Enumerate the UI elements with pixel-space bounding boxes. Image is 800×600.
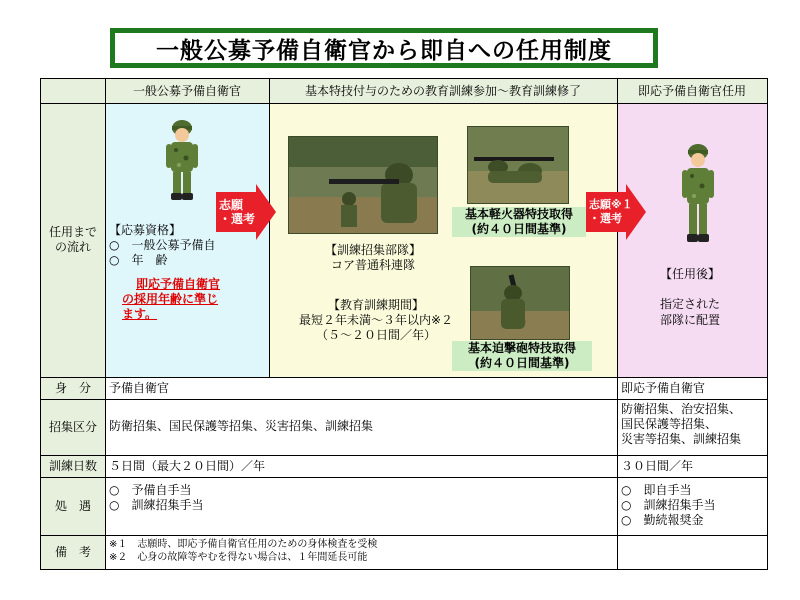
treatment-right: ○ 即自手当 ○ 訓練招集手当 ○ 勤続報奨金 xyxy=(621,483,716,527)
status-label: 身 分 xyxy=(41,377,105,399)
arrow2-label: 志願※１ ・選考 xyxy=(589,198,633,225)
light-weapons-photo xyxy=(467,126,569,204)
requirements: 【応募資格】 ○ 一般公募予備自 ○ 年 齢 xyxy=(109,223,216,267)
status-left: 予備自衛官 xyxy=(109,381,170,395)
grid-line xyxy=(41,477,767,478)
grid-line xyxy=(41,399,767,400)
header-col3: 即応予備自衛官任用 xyxy=(617,79,767,103)
treatment-left: ○ 予備自手当 ○ 訓練招集手当 xyxy=(109,483,204,512)
light-weapons-caption: 基本軽火器特技取得 (約４０日間基準) xyxy=(452,207,586,237)
soldier-icon xyxy=(678,142,718,244)
treatment-label: 処 遇 xyxy=(41,477,105,535)
requirements-note: 即応予備自衛官 の採用年齢に準じ ます。 xyxy=(122,277,221,321)
notes-label: 備 考 xyxy=(41,535,105,569)
grid-line xyxy=(41,377,767,378)
status-right: 即応予備自衛官 xyxy=(621,381,706,395)
grid-line xyxy=(617,79,618,569)
header-col2: 基本特技付与のための教育訓練参加～教育訓練修了 xyxy=(269,79,617,103)
days-right: ３０日間／年 xyxy=(621,459,694,473)
flow-label: 任用まで の流れ xyxy=(41,103,105,377)
grid-line xyxy=(105,79,106,569)
soldier-icon xyxy=(162,118,202,202)
header-corner xyxy=(41,79,105,103)
grid-line xyxy=(41,455,767,456)
training-photo xyxy=(288,136,438,234)
days-left: ５日間（最大２０日間）／年 xyxy=(109,459,266,473)
call-right: 防衛招集、治安招集、 国民保護等招集、 災害等招集、訓練招集 xyxy=(621,402,742,446)
days-label: 訓練日数 xyxy=(41,455,105,477)
call-left: 防衛招集、国民保護等招集、災害招集、訓練招集 xyxy=(109,419,374,433)
header-col1: 一般公募予備自衛官 xyxy=(105,79,269,103)
grid-line xyxy=(41,103,767,104)
page-title: 一般公募予備自衛官から即自への任用制度 xyxy=(110,28,658,68)
after-appointment: 【任用後】 指定された 部隊に配置 xyxy=(659,267,720,327)
notes-text: ※１ 志願時、即応予備自衛官任用のための身体検査を受検 ※２ 心身の故障等やむを得ない場合は、１年間延長可能 xyxy=(109,539,378,563)
training-period: 【教育訓練期間】 最短２年未満～３年以内※２ （５～２０日間／年） xyxy=(298,298,454,342)
training-unit: 【訓練招集部隊】 コア普通科連隊 xyxy=(324,243,421,272)
mortar-caption: 基本迫撃砲特技取得 (約４０日間基準) xyxy=(452,341,592,371)
grid-line xyxy=(41,535,767,536)
mortar-photo xyxy=(470,266,570,340)
arrow1-label: 志願 ・選考 xyxy=(219,198,256,226)
call-label: 招集区分 xyxy=(41,399,105,455)
